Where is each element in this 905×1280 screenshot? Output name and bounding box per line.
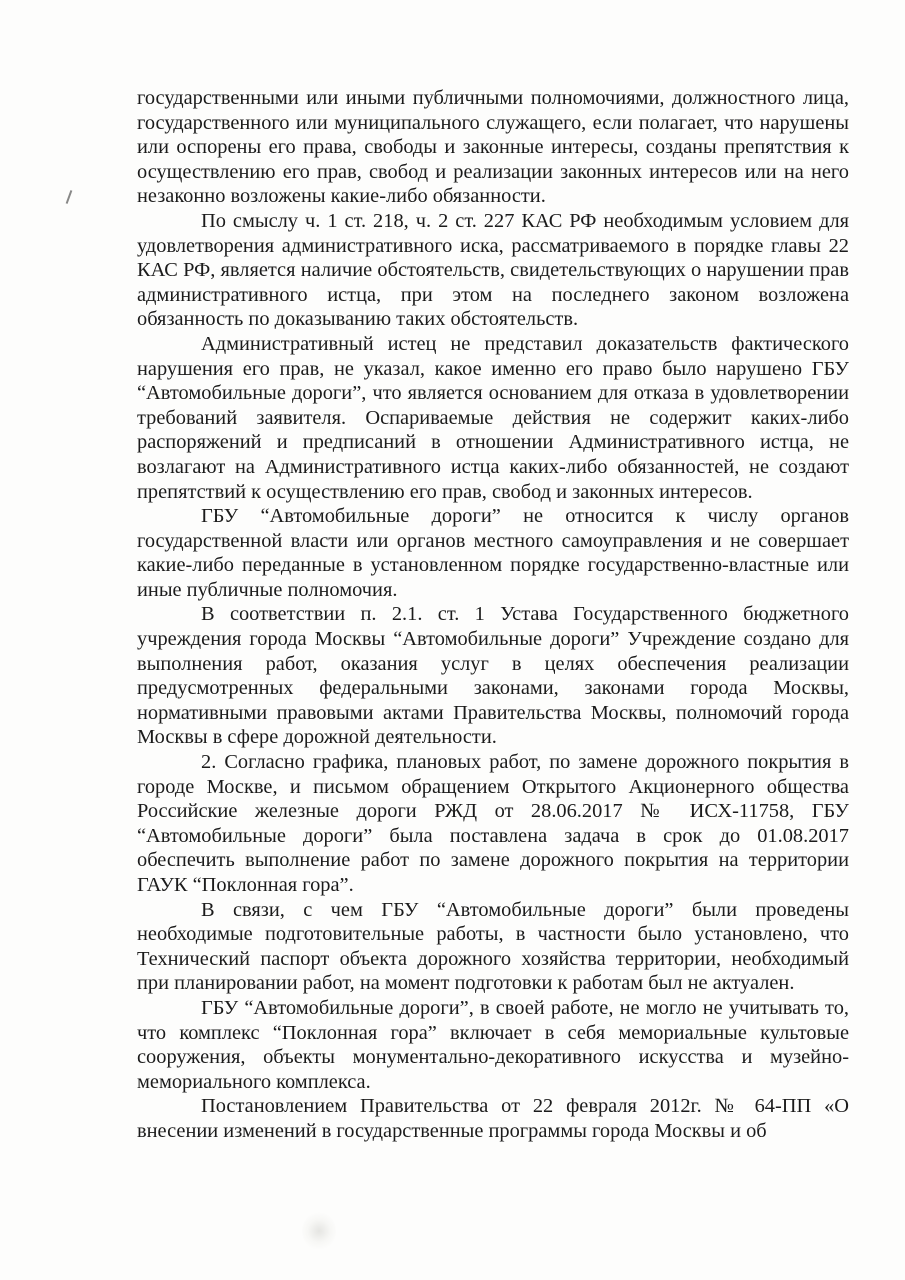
document-body	[137, 86, 849, 1144]
scan-smudge	[302, 1212, 336, 1250]
paragraph-5: В соответствии п. 2.1. ст. 1 Устава Государственного бюджетного учреждения города Москвы “Автомобильные дороги” Учреждение создано для выполнения работ, оказания услуг в целях обеспечения реализации предусмотренных федеральными законами, законами города Москвы, нормативными правовыми актами Правительства Москвы, полномочий города Москвы в сфере дорожной деятельности.	[137, 603, 849, 749]
paragraph-3: Административный истец не представил доказательств фактического нарушения его прав, не указал, какое именно его право было нарушено ГБУ “Автомобильные дороги”, что является основанием для отказа в удовлетворении требований заявителя. Оспариваемые действия не содержит каких-либо распоряжений и предписаний в отношении Административного истца, не возлагают на Административного истца каких-либо обязанностей, не создают препятствий к осуществлению его прав, свобод и законных интересов.	[137, 332, 849, 503]
paragraph-2: По смыслу ч. 1 ст. 218, ч. 2 ст. 227 КАС РФ необходимым условием для удовлетворения административного иска, рассматриваемого в порядке главы 22 КАС РФ, является наличие обстоятельств, свидетельствующих о нарушении прав административного истца, при этом на последнего законом возложена обязанность по доказыванию таких обстоятельств.	[137, 209, 849, 331]
paragraph-7: В связи, с чем ГБУ “Автомобильные дороги” были проведены необходимые подготовительные работы, в частности было установлено, что Технический паспорт объекта дорожного хозяйства территории, необходимый при планировании работ, на момент подготовки к работам был не актуален.	[137, 898, 849, 995]
paragraph-4: ГБУ “Автомобильные дороги” не относится к числу органов государственной власти или органов местного самоуправления и не совершает какие-либо переданные в установленном порядке государственно-властные или иные публичные полномочия.	[137, 505, 849, 601]
pen-mark	[66, 190, 73, 204]
paragraph-1: государственными или иными публичными полномочиями, должностного лица, государственного или муниципального служащего, если полагает, что нарушены или оспорены его права, свободы и законные интересы, созданы препятствия к осуществлению его прав, свобод и реализации законных интересов или на него незаконно возложены какие-либо обязанности.	[137, 87, 849, 208]
paragraph-6: 2. Согласно графика, плановых работ, по замене дорожного покрытия в городе Москве, и письмом обращением Открытого Акционерного общества Российские железные дороги РЖД от 28.06.2017 № ИСХ-11758, ГБУ “Автомобильные дороги” была поставлена задача в срок до 01.08.2017 обеспечить выполнение работ по замене дорожного покрытия на территории ГАУК “Поклонная гора”.	[137, 751, 849, 896]
paragraph-9: Постановлением Правительства от 22 февраля 2012г. № 64-ПП «О внесении изменений в государственные программы города Москвы и об	[137, 1095, 849, 1142]
paragraph-8: ГБУ “Автомобильные дороги”, в своей работе, не могло не учитывать то, что комплекс “Поклонная гора” включает в себя мемориальные культовые сооружения, объекты монументально-декоративного искусства и музейно-мемориального комплекса.	[137, 996, 849, 1093]
